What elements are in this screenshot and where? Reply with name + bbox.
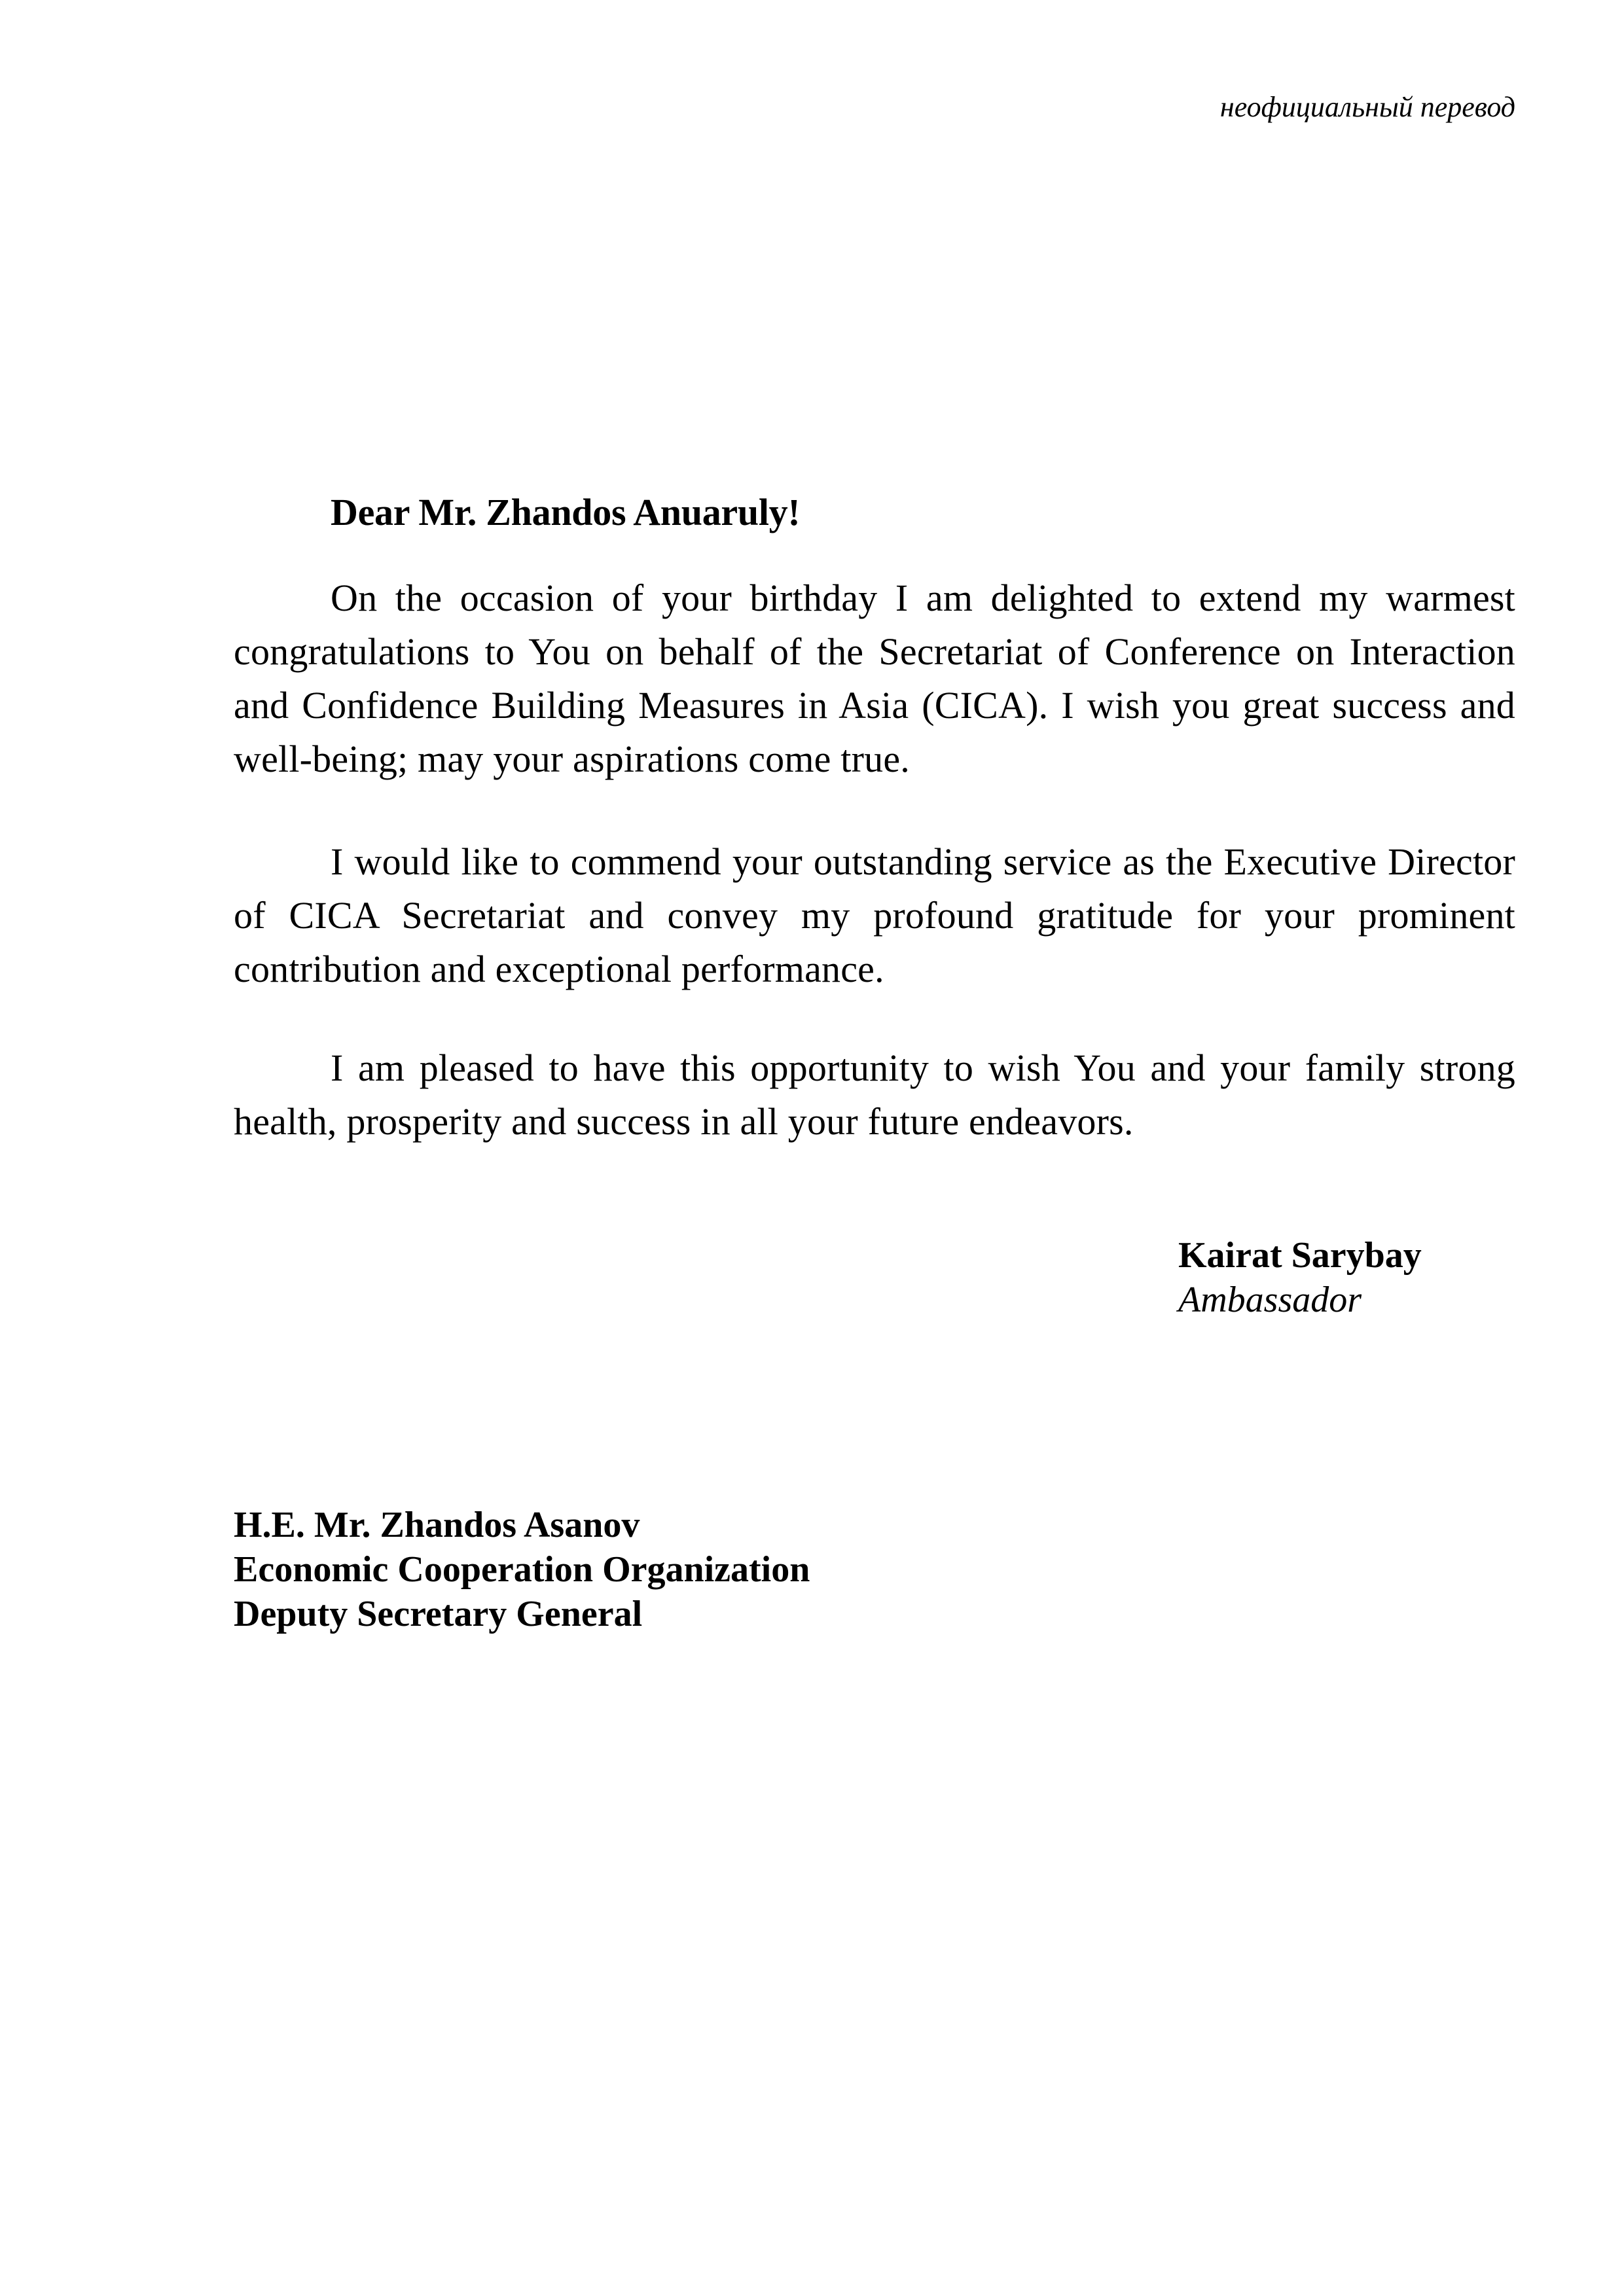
signature-block: [1178, 1233, 1422, 1322]
recipient-position: Deputy Secretary General: [234, 1594, 643, 1634]
recipient-name: H.E. Mr. Zhandos Asanov: [234, 1505, 640, 1545]
recipient-address-block: [234, 1503, 810, 1636]
recipient-organization: Economic Cooperation Organization: [234, 1549, 810, 1590]
body-paragraph-3: I am pleased to have this opportunity to wish You and your family strong health, prosperity and success in all your future endeavors.: [234, 1047, 1515, 1143]
salutation: Dear Mr. Zhandos Anuaruly!: [331, 491, 801, 533]
signatory-name: Kairat Sarybay: [1178, 1235, 1422, 1276]
body-paragraph-1: On the occasion of your birthday I am delighted to extend my warmest congratulations to You on behalf of the Secretariat of Conference on Interaction and Confidence Building Measures in Asia (CICA). I wish you great success and well-being; may your aspirations come true.: [234, 577, 1515, 780]
signatory-title: Ambassador: [1178, 1280, 1362, 1320]
unofficial-translation-note: неофициальный перевод: [1219, 91, 1515, 123]
body-paragraph-2: I would like to commend your outstanding service as the Executive Director of CICA Secretariat and convey my profound gratitude for your prominent contribution and exceptional performance.: [234, 840, 1515, 990]
